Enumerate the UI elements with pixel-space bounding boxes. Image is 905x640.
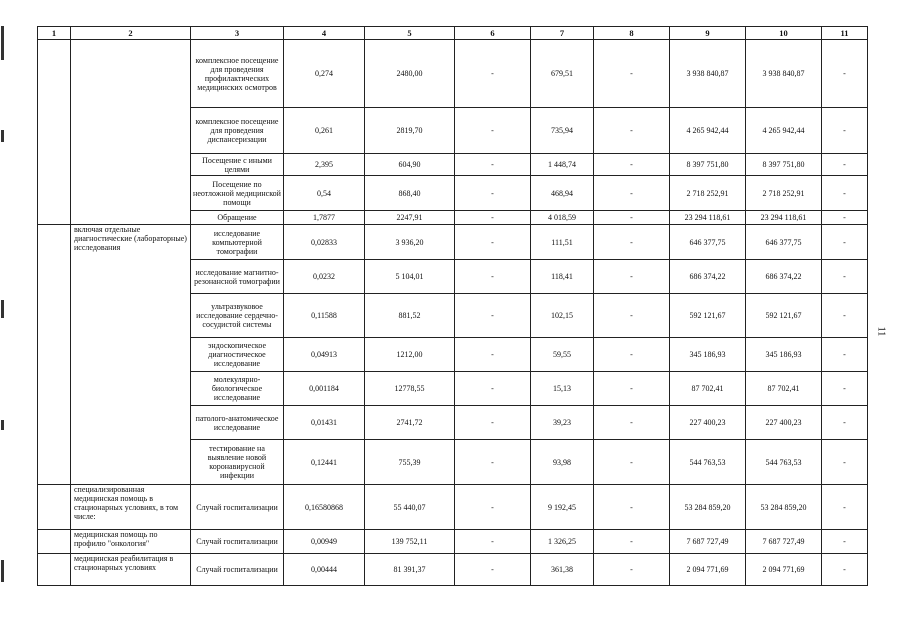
- value-cell-c4: 2,395: [284, 154, 365, 176]
- table-row: [38, 40, 868, 108]
- table-row: [38, 554, 868, 586]
- unit-description: Обращение: [191, 211, 284, 225]
- value-cell-c6: -: [455, 294, 531, 338]
- value-cell-c10: 2 094 771,69: [746, 554, 822, 586]
- value-cell-c7: 361,38: [531, 554, 594, 586]
- value-cell-c9: 686 374,22: [670, 260, 746, 294]
- value-cell-c4: 0,274: [284, 40, 365, 108]
- value-cell-c7: 39,23: [531, 406, 594, 440]
- value-cell-c10: 345 186,93: [746, 338, 822, 372]
- value-cell-c9: 646 377,75: [670, 225, 746, 260]
- unit-description: Случай госпитализации: [191, 530, 284, 554]
- value-cell-c11: -: [822, 211, 868, 225]
- column-header: 9: [670, 27, 746, 40]
- header-row: [38, 27, 868, 40]
- value-cell-c10: 686 374,22: [746, 260, 822, 294]
- column-header: 3: [191, 27, 284, 40]
- value-cell-c11: -: [822, 372, 868, 406]
- value-cell-c4: 0,261: [284, 108, 365, 154]
- value-cell-c11: -: [822, 294, 868, 338]
- unit-description: Случай госпитализации: [191, 485, 284, 530]
- value-cell-c9: 7 687 727,49: [670, 530, 746, 554]
- value-cell-c9: 23 294 118,61: [670, 211, 746, 225]
- value-cell-c6: -: [455, 154, 531, 176]
- value-cell-c7: 15,13: [531, 372, 594, 406]
- value-cell-c5: 3 936,20: [365, 225, 455, 260]
- value-cell-c4: 0,54: [284, 176, 365, 211]
- value-cell-c7: 4 018,59: [531, 211, 594, 225]
- value-cell-c5: 139 752,11: [365, 530, 455, 554]
- value-cell-c7: 679,51: [531, 40, 594, 108]
- unit-description: исследование магнитно-резонансной томографии: [191, 260, 284, 294]
- value-cell-c11: -: [822, 108, 868, 154]
- value-cell-c10: 8 397 751,80: [746, 154, 822, 176]
- value-cell-c8: -: [594, 154, 670, 176]
- value-cell-c9: 4 265 942,44: [670, 108, 746, 154]
- value-cell-c8: -: [594, 406, 670, 440]
- value-cell-c9: 2 094 771,69: [670, 554, 746, 586]
- value-cell-c7: 9 192,45: [531, 485, 594, 530]
- value-cell-c7: 1 326,25: [531, 530, 594, 554]
- value-cell-c9: 592 121,67: [670, 294, 746, 338]
- value-cell-c8: -: [594, 372, 670, 406]
- section-label: медицинская помощь по профилю "онкология": [71, 530, 191, 554]
- data-table: [37, 26, 868, 586]
- value-cell-c6: -: [455, 176, 531, 211]
- unit-description: Посещение с иными целями: [191, 154, 284, 176]
- unit-description: Случай госпитализации: [191, 554, 284, 586]
- value-cell-c5: 81 391,37: [365, 554, 455, 586]
- value-cell-c10: 227 400,23: [746, 406, 822, 440]
- section-label: специализированная медицинская помощь в стационарных условиях, в том числе:: [71, 485, 191, 530]
- value-cell-c5: 755,39: [365, 440, 455, 485]
- table-row: [38, 225, 868, 260]
- value-cell-c9: 53 284 859,20: [670, 485, 746, 530]
- value-cell-c9: 227 400,23: [670, 406, 746, 440]
- value-cell-c6: -: [455, 40, 531, 108]
- value-cell-c5: 2741,72: [365, 406, 455, 440]
- value-cell-c9: 87 702,41: [670, 372, 746, 406]
- value-cell-c6: -: [455, 260, 531, 294]
- value-cell-c9: 345 186,93: [670, 338, 746, 372]
- value-cell-c6: -: [455, 440, 531, 485]
- value-cell-c11: -: [822, 260, 868, 294]
- value-cell-c6: -: [455, 225, 531, 260]
- value-cell-c5: 55 440,07: [365, 485, 455, 530]
- value-cell-c5: 2247,91: [365, 211, 455, 225]
- column-header: 8: [594, 27, 670, 40]
- value-cell-c11: -: [822, 176, 868, 211]
- value-cell-c10: 3 938 840,87: [746, 40, 822, 108]
- value-cell-c8: -: [594, 40, 670, 108]
- value-cell-c8: -: [594, 485, 670, 530]
- value-cell-c10: 4 265 942,44: [746, 108, 822, 154]
- value-cell-c7: 118,41: [531, 260, 594, 294]
- value-cell-c5: 5 104,01: [365, 260, 455, 294]
- value-cell-c6: -: [455, 530, 531, 554]
- table-row: [38, 485, 868, 530]
- unit-description: ультразвуковое исследование сердечно-сосудистой системы: [191, 294, 284, 338]
- value-cell-c11: -: [822, 554, 868, 586]
- unit-description: Посещение по неотложной медицинской помощи: [191, 176, 284, 211]
- value-cell-c4: 0,0232: [284, 260, 365, 294]
- value-cell-c4: 1,7877: [284, 211, 365, 225]
- value-cell-c4: 0,04913: [284, 338, 365, 372]
- value-cell-c10: 53 284 859,20: [746, 485, 822, 530]
- unit-description: патолого-анатомическое исследование: [191, 406, 284, 440]
- value-cell-c11: -: [822, 530, 868, 554]
- unit-description: исследование компьютерной томографии: [191, 225, 284, 260]
- value-cell-c8: -: [594, 530, 670, 554]
- value-cell-c9: 8 397 751,80: [670, 154, 746, 176]
- value-cell-c11: -: [822, 338, 868, 372]
- value-cell-c5: 2819,70: [365, 108, 455, 154]
- value-cell-c8: -: [594, 294, 670, 338]
- value-cell-c5: 881,52: [365, 294, 455, 338]
- value-cell-c8: -: [594, 225, 670, 260]
- value-cell-c6: -: [455, 485, 531, 530]
- value-cell-c10: 7 687 727,49: [746, 530, 822, 554]
- row-number-cell: [38, 485, 71, 530]
- value-cell-c10: 23 294 118,61: [746, 211, 822, 225]
- value-cell-c9: 544 763,53: [670, 440, 746, 485]
- value-cell-c4: 0,16580868: [284, 485, 365, 530]
- value-cell-c5: 2480,00: [365, 40, 455, 108]
- value-cell-c11: -: [822, 225, 868, 260]
- column-header: 5: [365, 27, 455, 40]
- value-cell-c4: 0,00949: [284, 530, 365, 554]
- value-cell-c7: 735,94: [531, 108, 594, 154]
- value-cell-c8: -: [594, 338, 670, 372]
- value-cell-c6: -: [455, 211, 531, 225]
- value-cell-c8: -: [594, 554, 670, 586]
- row-number-cell: [38, 530, 71, 554]
- value-cell-c4: 0,001184: [284, 372, 365, 406]
- value-cell-c7: 59,55: [531, 338, 594, 372]
- value-cell-c10: 646 377,75: [746, 225, 822, 260]
- value-cell-c10: 87 702,41: [746, 372, 822, 406]
- value-cell-c5: 604,90: [365, 154, 455, 176]
- unit-description: молекулярно-биологическое исследование: [191, 372, 284, 406]
- row-number-cell: [38, 40, 71, 225]
- column-header: 7: [531, 27, 594, 40]
- scan-edge: [0, 0, 6, 640]
- value-cell-c5: 1212,00: [365, 338, 455, 372]
- value-cell-c9: 2 718 252,91: [670, 176, 746, 211]
- value-cell-c5: 12778,55: [365, 372, 455, 406]
- section-label: [71, 40, 191, 225]
- value-cell-c10: 2 718 252,91: [746, 176, 822, 211]
- value-cell-c5: 868,40: [365, 176, 455, 211]
- column-header: 10: [746, 27, 822, 40]
- value-cell-c10: 592 121,67: [746, 294, 822, 338]
- unit-description: эндоскопическое диагностическое исследование: [191, 338, 284, 372]
- value-cell-c4: 0,01431: [284, 406, 365, 440]
- value-cell-c8: -: [594, 260, 670, 294]
- unit-description: комплексное посещение для проведения диспансеризации: [191, 108, 284, 154]
- value-cell-c6: -: [455, 108, 531, 154]
- column-header: 2: [71, 27, 191, 40]
- value-cell-c11: -: [822, 406, 868, 440]
- value-cell-c7: 468,94: [531, 176, 594, 211]
- value-cell-c11: -: [822, 440, 868, 485]
- value-cell-c8: -: [594, 176, 670, 211]
- value-cell-c7: 1 448,74: [531, 154, 594, 176]
- value-cell-c8: -: [594, 440, 670, 485]
- section-label: медицинская реабилитация в стационарных условиях: [71, 554, 191, 586]
- section-label: включая отдельные диагностические (лабораторные) исследования: [71, 225, 191, 485]
- column-header: 4: [284, 27, 365, 40]
- value-cell-c9: 3 938 840,87: [670, 40, 746, 108]
- row-number-cell: [38, 225, 71, 485]
- unit-description: тестирование на выявление новой коронавирусной инфекции: [191, 440, 284, 485]
- value-cell-c4: 0,02833: [284, 225, 365, 260]
- value-cell-c4: 0,00444: [284, 554, 365, 586]
- value-cell-c6: -: [455, 372, 531, 406]
- row-number-cell: [38, 554, 71, 586]
- unit-description: комплексное посещение для проведения профилактических медицинских осмотров: [191, 40, 284, 108]
- value-cell-c11: -: [822, 485, 868, 530]
- value-cell-c4: 0,11588: [284, 294, 365, 338]
- value-cell-c11: -: [822, 154, 868, 176]
- value-cell-c6: -: [455, 406, 531, 440]
- page-number: 11: [875, 326, 887, 337]
- value-cell-c6: -: [455, 338, 531, 372]
- value-cell-c8: -: [594, 108, 670, 154]
- value-cell-c8: -: [594, 211, 670, 225]
- column-header: 11: [822, 27, 868, 40]
- value-cell-c10: 544 763,53: [746, 440, 822, 485]
- value-cell-c4: 0,12441: [284, 440, 365, 485]
- column-header: 1: [38, 27, 71, 40]
- column-header: 6: [455, 27, 531, 40]
- value-cell-c7: 111,51: [531, 225, 594, 260]
- table-row: [38, 530, 868, 554]
- value-cell-c7: 93,98: [531, 440, 594, 485]
- value-cell-c11: -: [822, 40, 868, 108]
- value-cell-c7: 102,15: [531, 294, 594, 338]
- value-cell-c6: -: [455, 554, 531, 586]
